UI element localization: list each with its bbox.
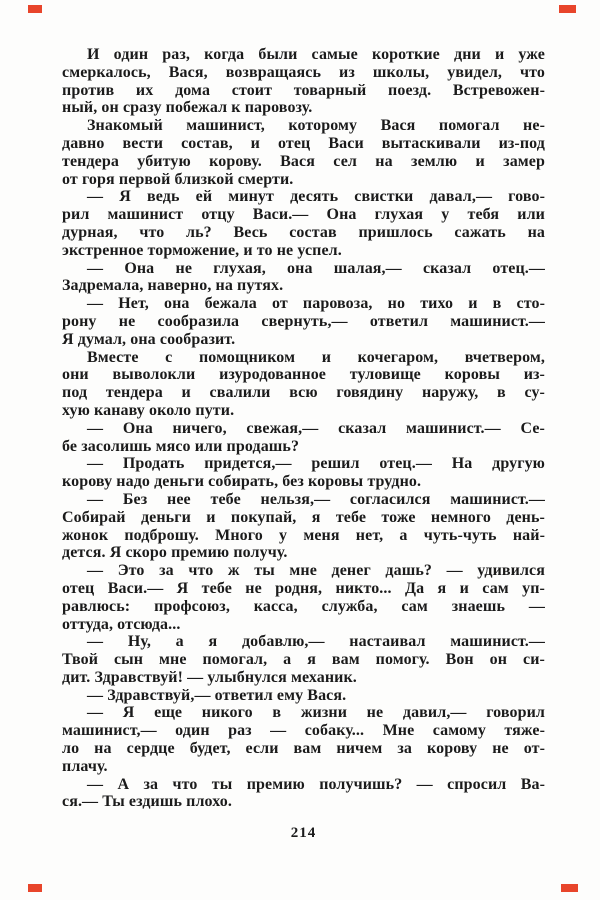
text-line: Твой сын мне помогал, а я вам помогу. Вон он си- — [62, 651, 545, 669]
text-line: тендера убитую корову. Вася сел на землю и замер — [62, 152, 545, 170]
text-line: — Она ничего, свежая,— сказал машинист.— Се- — [87, 419, 545, 437]
text-line: И один раз, когда были самые короткие дни и уже — [87, 46, 545, 63]
text-line: — Без нее тебе нельзя,— согласился машинист.— — [87, 490, 545, 508]
text-line: плачу. — [62, 757, 108, 775]
text-line: — А за что ты премию получишь? — спросил Ва- — [87, 775, 545, 793]
corner-mark-bottom-left — [28, 884, 42, 892]
text-line: жонок подброшу. Много у меня нет, а чуть-чуть най- — [62, 526, 545, 544]
text-line: — Я еще никого в жизни не давил,— говорил — [87, 704, 545, 722]
text-line: рону не сообразила свернуть,— ответил машинист.— — [62, 312, 545, 330]
text-line: хую канаву около пути. — [62, 401, 235, 419]
text-block — [62, 46, 545, 811]
text-line: ло на сердце будет, если вам ничем за корову не от- — [62, 740, 545, 758]
text-line: — Нет, она бежала от паровоза, но тихо и в сто- — [87, 295, 545, 313]
text-line: — Я ведь ей минут десять свистки давал,— гово- — [87, 188, 545, 206]
page-number: 214 — [290, 825, 317, 841]
text-line: корову надо деньги собирать, без коровы трудно. — [62, 473, 422, 491]
text-line: отец Васи.— Я тебе не родня, никто... Да я и сам уп- — [62, 579, 545, 597]
text-line: оттуда, отсюда... — [62, 615, 181, 633]
text-line: они выволокли изуродованное туловище коровы из- — [62, 366, 545, 384]
corner-mark-bottom-right — [561, 884, 578, 892]
text-line: бе засолишь мясо или продашь? — [62, 437, 300, 455]
text-line: под тендера и свалили всю говядину наружу, в су- — [62, 384, 545, 402]
text-line: — Это за что ж ты мне денег дашь? — удивился — [87, 562, 545, 580]
text-line: дурная, что ль? Весь состав пришлось сажать на — [62, 223, 545, 241]
text-line: дит. Здравствуй! — улыбнулся механик. — [62, 668, 357, 686]
text-line: ся.— Ты ездишь плохо. — [62, 793, 232, 811]
text-line: дется. Я скоро премию получу. — [62, 544, 288, 562]
text-line: Собирай деньги и покупай, я тебе тоже немного день- — [62, 508, 545, 526]
text-line: — Она не глухая, она шалая,— сказал отец.— — [87, 259, 545, 277]
text-line: — Продать придется,— решил отец.— На другую — [87, 455, 545, 473]
text-line: Я думал, она сообразит. — [62, 330, 236, 348]
text-line: смеркалось, Вася, возвращаясь из школы, увидел, что — [62, 63, 545, 81]
text-line: Задремала, наверно, на путях. — [62, 277, 284, 295]
text-line: — Ну, а я добавлю,— настаивал машинист.— — [87, 633, 545, 651]
text-line: давно вести состав, и отец Васи вытаскивали из-под — [62, 134, 545, 152]
text-line: рил машинист отцу Васи.— Она глухая у тебя или — [62, 206, 545, 224]
text-line: от горя первой близкой смерти. — [62, 170, 294, 188]
text-line: Вместе с помощником и кочегаром, вчетвером, — [87, 348, 545, 366]
text-line: — Здравствуй,— ответил ему Вася. — [87, 686, 347, 704]
text-line: ный, он сразу побежал к паровозу. — [62, 99, 313, 117]
text-line: экстренное торможение, и то не успел. — [62, 241, 342, 259]
text-line: равлюсь: профсоюз, касса, служба, сам знаешь — — [62, 597, 545, 615]
corner-mark-top-left — [28, 5, 42, 13]
text-line: машинист,— один раз — собаку... Мне самому тяже- — [62, 722, 545, 740]
corner-mark-top-right — [559, 5, 576, 13]
text-line: Знакомый машинист, которому Вася помогал не- — [87, 117, 545, 135]
text-line: против их дома стоит товарный поезд. Встревожен- — [62, 81, 545, 99]
